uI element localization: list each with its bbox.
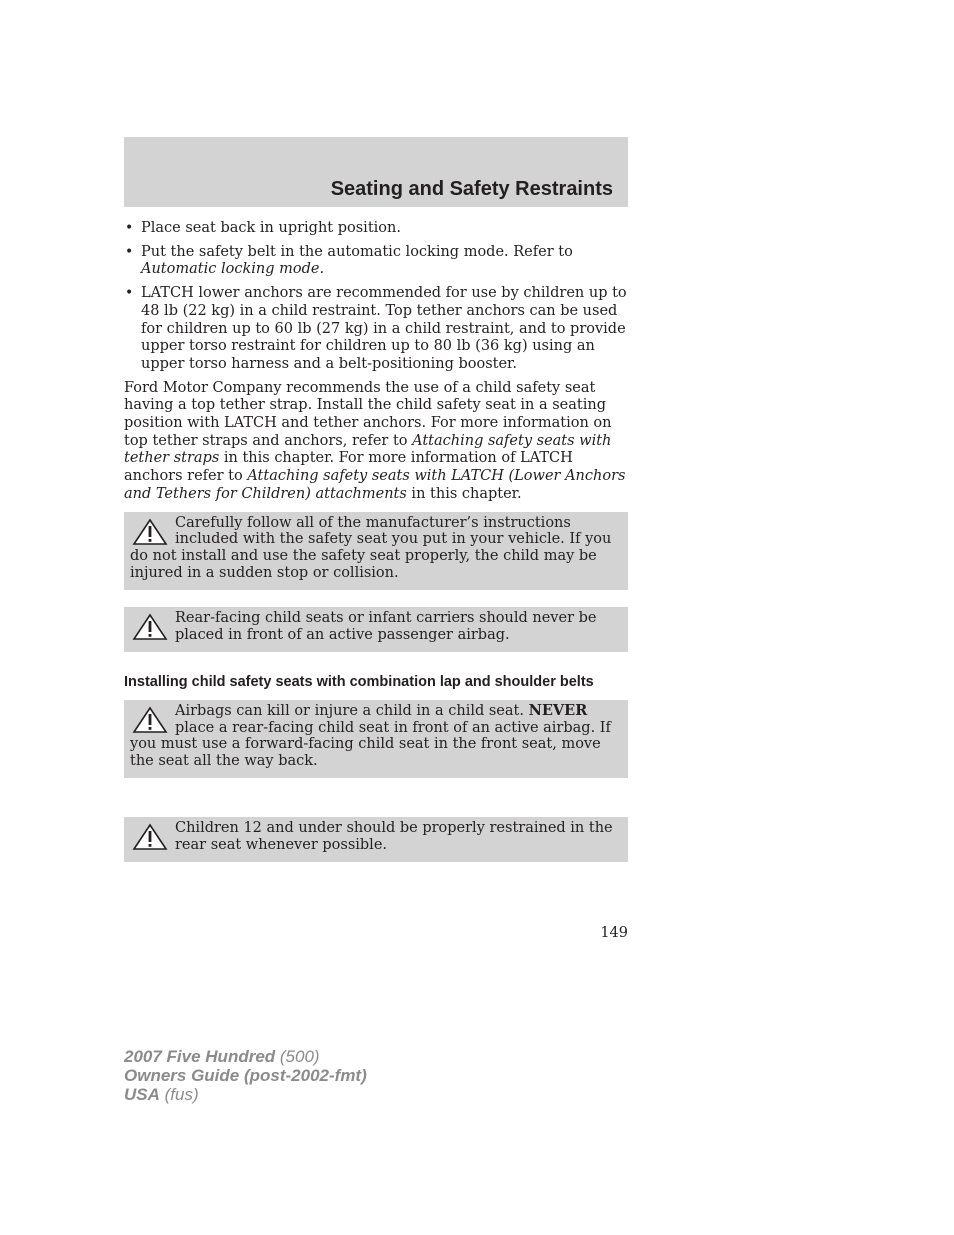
bullet-list bbox=[124, 220, 628, 374]
page-content bbox=[124, 220, 628, 862]
warning-text: Carefully follow all of the manufacturer’s instructions included with the safety seat you put in your vehicle. If you do not install and use the safety seat properly, the child may be injured in a sudden stop or collision. bbox=[130, 514, 612, 581]
section-header-band bbox=[124, 137, 628, 207]
footer-line: 2007 Five Hundred (500) bbox=[124, 1047, 320, 1066]
bullet-text: LATCH lower anchors are recommended for use by children up to 48 lb (22 kg) in a child restraint. Top tether anchors can be used for children up to 60 lb (27 kg) in a child restraint, and to provide upper torso restraint for children up to 80 lb (36 kg) using an upper torso harness and a belt-positioning booster. bbox=[141, 285, 627, 372]
warning-text: Airbags can kill or injure a child in a child seat. NEVER place a rear-facing child seat in front of an active airbag. If you must use a forward-facing child seat in the front seat, move the seat all the way back. bbox=[130, 701, 611, 770]
bullet-text: Place seat back in upright position. bbox=[141, 220, 401, 236]
subsection-heading: Installing child safety seats with combination lap and shoulder belts bbox=[124, 673, 594, 690]
footer-line: USA (fus) bbox=[124, 1085, 199, 1104]
list-item bbox=[124, 244, 628, 279]
warning-box bbox=[124, 817, 628, 862]
emphasis-never: NEVER bbox=[528, 701, 588, 719]
bullet-text: Put the safety belt in the automatic locking mode. Refer to bbox=[141, 243, 573, 260]
warning-text: Children 12 and under should be properly restrained in the rear seat whenever possible. bbox=[175, 819, 613, 853]
warning-text: Rear-facing child seats or infant carriers should never be placed in front of an active passenger airbag. bbox=[175, 609, 597, 643]
page-number: 149 bbox=[600, 925, 628, 941]
warning-triangle-icon bbox=[132, 518, 168, 546]
bullet-icon: • bbox=[125, 285, 134, 302]
document-footer bbox=[124, 1047, 367, 1104]
paragraph-reference: Attaching safety seats with LATCH (Lower Anchors and Tethers for Children) attachments bbox=[124, 468, 626, 502]
paragraph-text: in this chapter. For more information of LATCH anchors refer to bbox=[124, 450, 573, 485]
bullet-icon: • bbox=[125, 220, 134, 236]
warning-box bbox=[124, 700, 628, 778]
paragraph-reference: Attaching safety seats with tether straps bbox=[124, 432, 612, 467]
list-item bbox=[124, 220, 628, 238]
bullet-reference: Automatic locking mode. bbox=[141, 261, 325, 278]
paragraph-text: in this chapter. bbox=[406, 485, 522, 502]
warning-box bbox=[124, 512, 628, 590]
bullet-icon: • bbox=[125, 243, 134, 260]
warning-triangle-icon bbox=[132, 823, 168, 851]
list-item bbox=[124, 285, 628, 374]
warning-triangle-icon bbox=[132, 613, 168, 641]
warning-box bbox=[124, 607, 628, 652]
body-paragraph bbox=[124, 380, 628, 504]
footer-line: Owners Guide (post-2002-fmt) bbox=[124, 1066, 367, 1085]
section-title: Seating and Safety Restraints bbox=[330, 178, 613, 200]
warning-triangle-icon bbox=[132, 706, 168, 734]
paragraph-text: Ford Motor Company recommends the use of a child safety seat having a top tether strap. Install the child safety seat in a seating position with LATCH and tether anchors. For more information on top tether straps and anchors, refer to bbox=[124, 379, 612, 449]
